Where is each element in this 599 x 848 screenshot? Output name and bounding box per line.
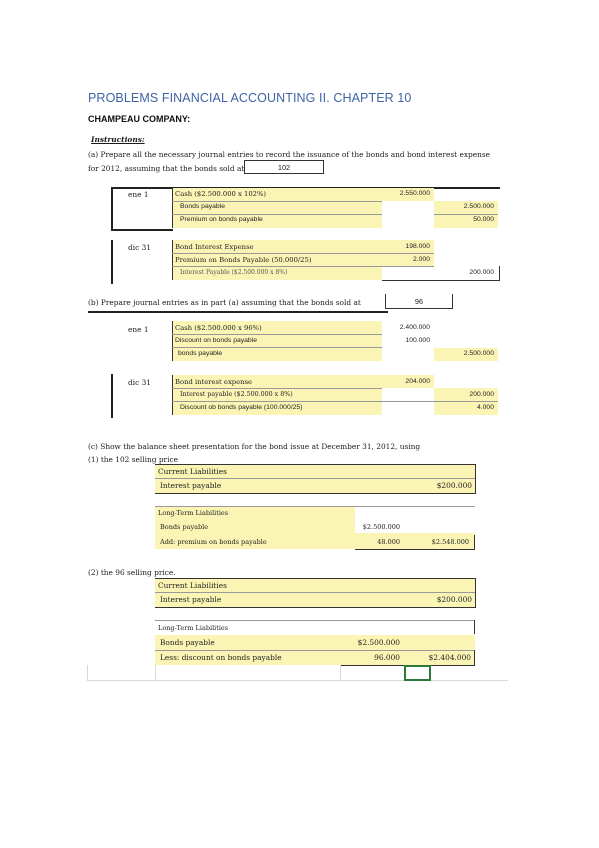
col-line: [474, 535, 475, 550]
instructions-label: Instructions:: [91, 135, 145, 144]
journal-account: Premium on bonds payable: [180, 216, 263, 223]
journal-account: Interest Payable ($2.500.000 x 8%): [180, 269, 288, 276]
sub2-long-term-label: Long-Term Liabilities: [158, 624, 229, 632]
journal-credit: 2.500.000: [463, 203, 494, 210]
journal-credit: 2.500.000: [463, 350, 494, 357]
part-a-price: 102: [277, 163, 291, 172]
row-line: [172, 388, 382, 389]
sub2-discount-amount: 96.000: [374, 653, 400, 662]
entry-border-left: [111, 240, 113, 284]
sub2-current-liabilities: Current Liabilities: [158, 581, 227, 590]
sub1-interest-amount: $200.000: [436, 481, 472, 490]
journal-debit: 2.400.000: [399, 324, 430, 331]
part-c-instruction: (c) Show the balance sheet presentation for the bond issue at December 31, 2012, using: [88, 442, 421, 451]
document-title: PROBLEMS FINANCIAL ACCOUNTING II. CHAPTER 10: [88, 91, 412, 105]
row-line: [155, 607, 475, 608]
grid-line: [87, 665, 88, 681]
grid-line: [88, 680, 508, 681]
row-line: [155, 478, 475, 479]
journal-account: Bond Interest Expense: [175, 243, 254, 251]
row-line: [355, 549, 475, 550]
journal-account: Interest payable ($2.500.000 x 8%): [180, 391, 293, 398]
col-line: [474, 620, 475, 634]
sub1-long-term-label: Long-Term Liabilities: [158, 509, 229, 517]
sub1-bonds-payable: Bonds payable: [160, 523, 209, 531]
col-line: [475, 464, 476, 494]
part-c-sub1-label: (1) the 102 selling price: [88, 455, 178, 464]
journal-credit: 50.000: [473, 216, 494, 223]
row-line: [155, 493, 475, 494]
entry-border-bottom: [111, 229, 173, 231]
part-a-instruction-line2: for 2012, assuming that the bonds sold at: [88, 164, 245, 173]
journal-account: Discount on bonds payable: [175, 337, 257, 344]
part-a-entry2-date: dic 31: [128, 243, 151, 252]
sub2-bonds-amount: $2.500.000: [357, 638, 400, 647]
entry-border-left: [111, 187, 113, 230]
grid-line: [155, 665, 156, 681]
row-line: [155, 620, 475, 621]
row-line: [434, 214, 498, 215]
sub2-less-discount: Less: discount on bonds payable: [160, 653, 282, 662]
selected-cell[interactable]: [404, 665, 431, 681]
part-b-entry2-date: dic 31: [128, 378, 151, 387]
sub1-current-liabilities: Current Liabilities: [158, 467, 227, 476]
sub1-add-premium: Add: premium on bonds payable: [160, 538, 267, 546]
journal-debit: 2.000: [412, 256, 430, 263]
row-line: [172, 214, 382, 215]
journal-account: Bond interest expense: [175, 378, 253, 386]
journal-debit: 2.550.000: [399, 190, 430, 197]
part-b-price-cell[interactable]: [385, 294, 453, 309]
row-line: [172, 401, 498, 402]
journal-account: Discount ob bonds payable (100.000/25): [180, 404, 303, 411]
entry-border-left: [111, 374, 113, 418]
row-line: [382, 280, 500, 281]
row-line: [172, 253, 434, 254]
sub2-total: $2.404.000: [428, 653, 471, 662]
part-b-entry1-date: ene 1: [128, 325, 149, 334]
part-b-instruction: (b) Prepare journal entries as in part (a) assuming that the bonds sold at: [88, 298, 361, 307]
journal-credit: 200.000: [469, 269, 494, 276]
journal-credit: 4.000: [476, 404, 494, 411]
sub1-interest-payable: Interest payable: [160, 481, 222, 490]
sub1-bonds-amount: $2.500.000: [362, 523, 400, 531]
sub1-total: $2.548.000: [431, 538, 469, 546]
journal-debit: 204.000: [405, 378, 430, 385]
row-line: [172, 266, 434, 267]
journal-credit: 200.000: [469, 391, 494, 398]
row-line: [172, 347, 382, 348]
section-rule: [88, 311, 388, 313]
sub2-interest-payable: Interest payable: [160, 595, 222, 604]
sub1-premium-amount: 48.000: [377, 538, 400, 546]
col-line: [475, 578, 476, 608]
journal-account: Cash ($2.500.000 x 102%): [175, 190, 267, 198]
col-line: [499, 266, 500, 281]
row-line: [155, 650, 475, 651]
journal-account: Bonds payable: [180, 203, 225, 210]
part-a-entry1-date: ene 1: [128, 190, 149, 199]
sub2-bonds-payable: Bonds payable: [160, 638, 215, 647]
part-a-price-cell[interactable]: [244, 160, 324, 174]
row-line: [155, 592, 475, 593]
journal-account: Premium on Bonds Payable (50.000/25): [175, 256, 312, 264]
journal-account: bonds payable: [178, 350, 223, 357]
journal-debit: 100.000: [405, 337, 430, 344]
part-c-sub2-label: (2) the 96 selling price.: [88, 568, 176, 577]
part-a-instruction-line1: (a) Prepare all the necessary journal entries to record the issuance of the bonds and bond interest expense: [88, 150, 491, 159]
col-line: [474, 650, 475, 666]
row-line: [172, 201, 382, 202]
part-b-price: 96: [414, 297, 424, 306]
row-line: [172, 334, 382, 335]
grid-line: [340, 665, 341, 681]
sub2-interest-amount: $200.000: [436, 595, 472, 604]
journal-debit: 198.000: [405, 243, 430, 250]
journal-account: Cash ($2.500.000 x 96%): [175, 324, 262, 332]
company-name: CHAMPEAU COMPANY:: [88, 114, 191, 124]
